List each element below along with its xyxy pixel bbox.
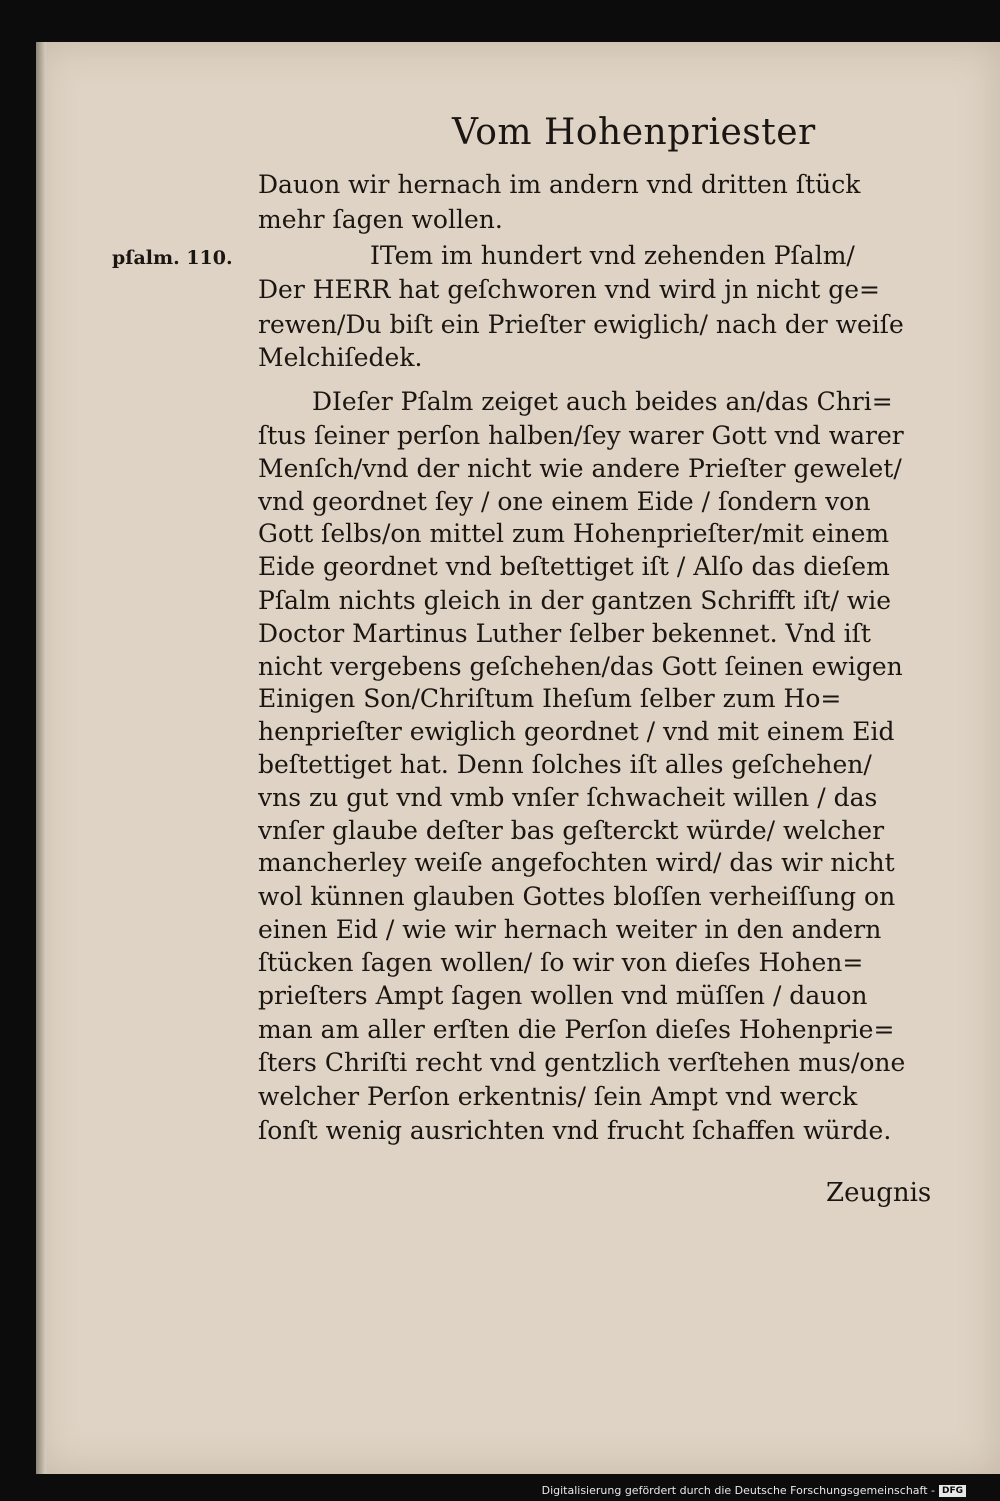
digitization-credit xyxy=(542,1484,966,1497)
text-line: Doctor Martinus Luther ſelber bekennet. Vnd iſt xyxy=(258,619,871,648)
text-line: prieſters Ampt ſagen wollen vnd müſſen / dauon xyxy=(258,981,868,1010)
text-line: vnd geordnet ſey / one einem Eide / ſondern von xyxy=(258,487,871,516)
text-line: Eide geordnet vnd beſtettiget iſt / Alſo das dieſem xyxy=(258,552,890,581)
text-line: ſtus ſeiner perſon halben/ſey warer Gott vnd warer xyxy=(258,421,904,450)
text-line: welcher Perſon erkentnis/ ſein Ampt vnd werck xyxy=(258,1082,858,1111)
text-line: vns zu gut vnd vmb vnſer ſchwacheit willen / das xyxy=(258,783,878,812)
text-line: nicht vergebens geſchehen/das Gott ſeinen ewigen xyxy=(258,652,903,681)
text-line: man am aller erſten die Perſon dieſes Hohenprie= xyxy=(258,1015,895,1044)
running-header: Vom Hohenpriester xyxy=(452,112,816,153)
page-binding-edge xyxy=(36,42,46,1474)
text-line: vnſer glaube deſter bas geſterckt würde/ welcher xyxy=(258,816,885,845)
text-line: wol künnen glauben Gottes bloſſen verheiſſung on xyxy=(258,882,896,911)
text-line: mancherley weiſe angefochten wird/ das wir nicht xyxy=(258,848,895,877)
text-line: ſters Chriſti recht vnd gentzlich verſtehen mus/one xyxy=(258,1048,906,1077)
catchword: Zeugnis xyxy=(826,1178,932,1208)
text-line: beſtettiget hat. Denn ſolches iſt alles geſchehen/ xyxy=(258,750,872,779)
text-line: Gott ſelbs/on mittel zum Hohenprieſter/mit einem xyxy=(258,519,890,548)
text-line: Melchiſedek. xyxy=(258,343,423,372)
margin-note: pſalm. 110. xyxy=(112,247,233,269)
text-line: rewen/Du biſt ein Prieſter ewiglich/ nach der weiſe xyxy=(258,310,904,339)
text-line: einen Eid / wie wir hernach weiter in den andern xyxy=(258,915,882,944)
dfg-logo: DFG xyxy=(939,1485,966,1497)
text-line: ſonſt wenig ausrichten vnd frucht ſchaffen würde. xyxy=(258,1116,892,1145)
text-line: mehr ſagen wollen. xyxy=(258,205,503,234)
text-line: Der HERR hat geſchworen vnd wird jn nicht ge= xyxy=(258,275,880,304)
text-line: ITem im hundert vnd zehenden Pſalm/ xyxy=(370,241,855,270)
text-line: ſtücken ſagen wollen/ ſo wir von dieſes Hohen= xyxy=(258,948,864,977)
credit-text: Digitalisierung gefördert durch die Deutsche Forschungsgemeinschaft - xyxy=(541,1484,935,1497)
text-line: Einigen Son/Chriſtum Iheſum ſelber zum Ho= xyxy=(258,684,842,713)
text-line: DIeſer Pſalm zeiget auch beides an/das Chri= xyxy=(312,387,893,416)
text-line: Dauon wir hernach im andern vnd dritten ſtück xyxy=(258,170,861,199)
text-line: Menſch/vnd der nicht wie andere Prieſter gewelet/ xyxy=(258,454,902,483)
text-line: henprieſter ewiglich geordnet / vnd mit einem Eid xyxy=(258,717,895,746)
text-line: Pſalm nichts gleich in der gantzen Schrifft iſt/ wie xyxy=(258,586,892,615)
